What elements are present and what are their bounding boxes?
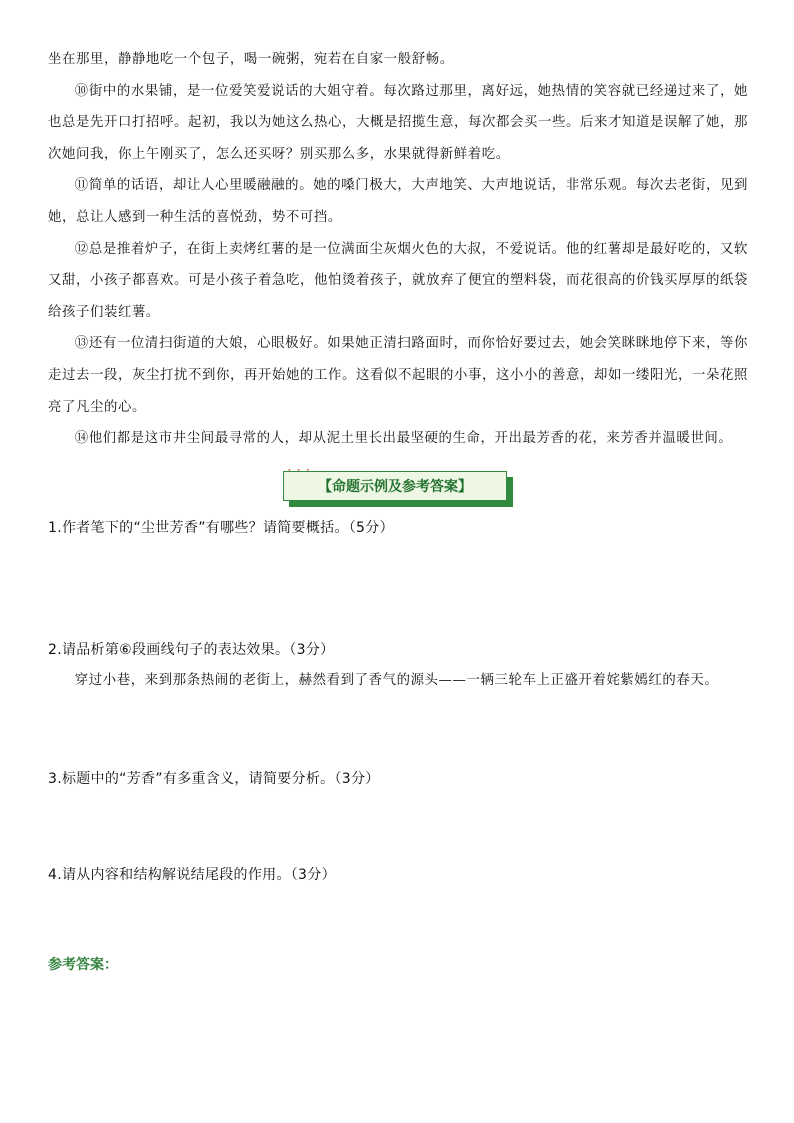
question-2: 2.请品析第⑥段画线句子的表达效果。（3分）	[48, 641, 335, 658]
question-3: 3.标题中的“芳香”有多重含义，请简要分析。（3分）	[48, 771, 380, 788]
question-2-quote: 穿过小巷，来到那条热闹的老街上，赫然看到了香气的源头——一辆三轮车上正盛开着姹紫嫣红的春天。	[74, 672, 719, 688]
passage-paragraph-continued: 坐在那里，静静地吃一个包子，喝一碗粥，宛若在自家一般舒畅。	[48, 52, 454, 67]
answer-space-2	[48, 696, 748, 768]
passage-paragraph-12: ⑫总是推着炉子，在街上卖烤红薯的是一位满面尘灰烟火色的大叔，不爱说话。他的红薯却是最好吃的，又软又甜，小孩子都喜欢。可是小孩子着急吃，他怕烫着孩子，就放弃了便宜的塑料袋，而花很高的价钱买厚厚的纸袋给孩子们装红薯。	[48, 241, 748, 320]
reference-answer-label: 参考答案：	[48, 957, 118, 974]
passage-paragraph-13: ⑬还有一位清扫街道的大娘，心眼极好。如果她正清扫路面时，而你恰好要过去，她会笑眯眯地停下来，等你走过去一段，灰尘打扰不到你，再开始她的工作。这看似不起眼的小事，这小小的善意，却如一缕阳光，一朵花照亮了凡尘的心。	[48, 336, 748, 415]
passage-paragraph-10: ⑩街中的水果铺，是一位爱笑爱说话的大姐守着。每次路过那里，离好远，她热情的笑容就已经递过来了，她也总是先开口打招呼。起初，我以为她这么热心，大概是招揽生意，每次都会买一些。后来才知道是误解了她，那次她问我，你上午刚买了，怎么还买呀？别买那么多，水果就得新鲜着吃。	[48, 83, 748, 162]
passage-paragraph-14: ⑭他们都是这市井尘间最寻常的人，却从泥土里长出最坚硬的生命，开出最芳香的花，来芳香并温暖世间。	[74, 431, 733, 447]
question-1: 1.作者笔下的“尘世芳香”有哪些？请简要概括。（5分）	[48, 519, 394, 536]
section-banner	[283, 471, 513, 507]
banner-title: 【命题示例及参考答案】	[283, 471, 507, 501]
answer-space-3	[48, 790, 748, 864]
passage-paragraph-11: ⑪简单的话语，却让人心里暖融融的。她的嗓门极大，大声地笑、大声地说话，非常乐观。每次去老街，见到她，总让人感到一种生活的喜悦劲，势不可挡。	[48, 178, 748, 225]
question-4: 4.请从内容和结构解说结尾段的作用。（3分）	[48, 867, 336, 884]
answer-space-4	[48, 886, 748, 954]
document-page	[48, 44, 748, 974]
answer-space-1	[48, 539, 748, 639]
